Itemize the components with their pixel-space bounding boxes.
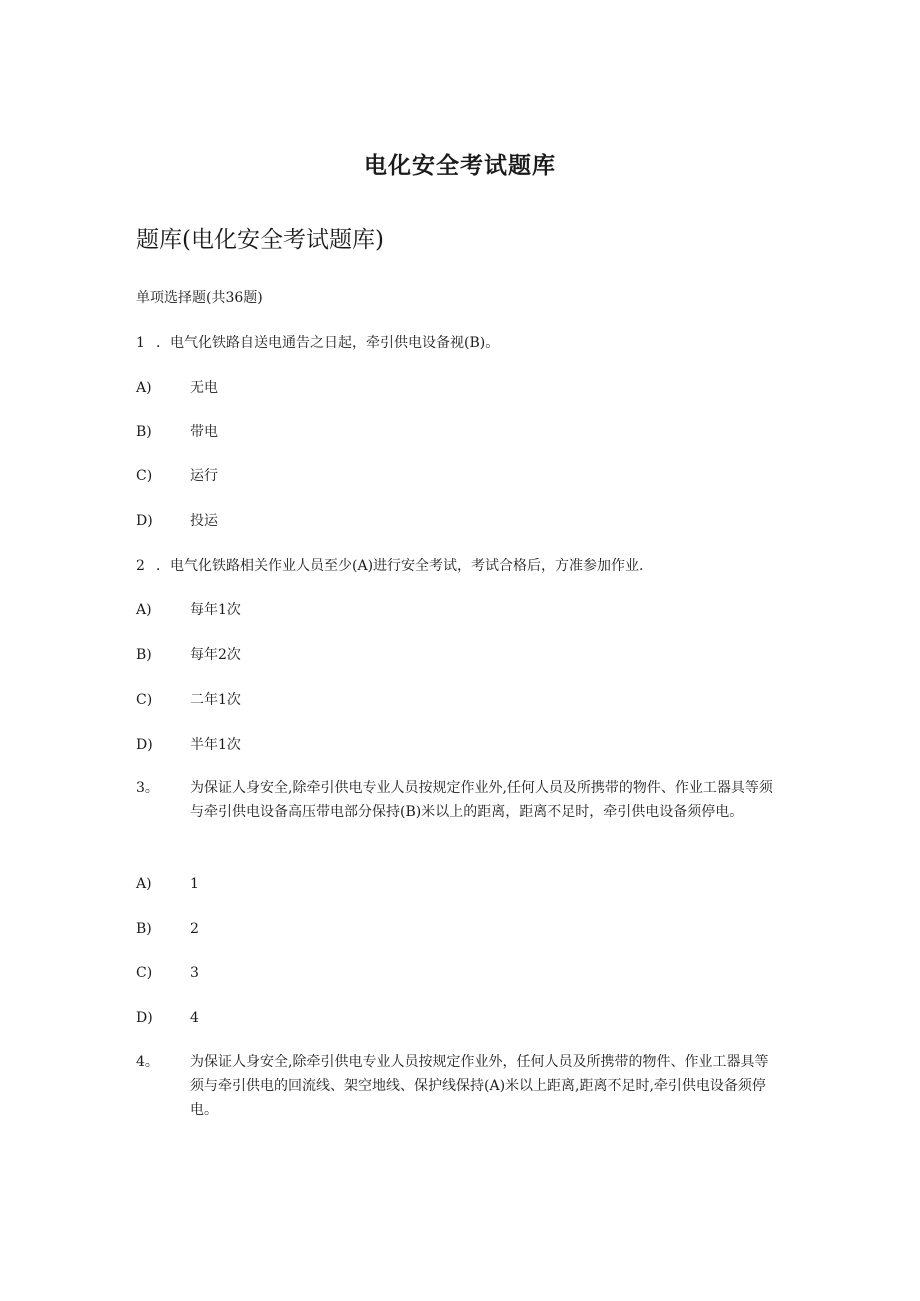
question-text: ．电气化铁路自送电通告之日起，牵引供电设备视(B)。 xyxy=(156,335,500,351)
option-text: 每年2次 xyxy=(190,647,241,663)
option-text: 带电 xyxy=(190,424,218,440)
option-text: 2 xyxy=(190,921,199,937)
option-letter: C) xyxy=(136,692,153,708)
option-letter: D) xyxy=(136,1010,153,1026)
question-number: 2 xyxy=(136,558,145,574)
option-text: 投运 xyxy=(190,513,218,529)
option-text: 二年1次 xyxy=(190,692,241,708)
option-letter: B) xyxy=(136,921,152,937)
option-text: 1 xyxy=(190,876,199,892)
option-text: 3 xyxy=(190,965,199,981)
document-title: 电化安全考试题库 xyxy=(364,152,556,179)
section-title: 题库(电化安全考试题库) xyxy=(136,227,384,253)
option-text: 无电 xyxy=(190,380,218,396)
question-number: 1 xyxy=(136,335,145,351)
option-letter: D) xyxy=(136,737,153,753)
option-letter: B) xyxy=(136,424,152,440)
option-letter: A) xyxy=(136,380,152,396)
option-letter: C) xyxy=(136,468,153,484)
option-text: 运行 xyxy=(190,468,218,484)
option-letter: C) xyxy=(136,965,153,981)
option-letter: D) xyxy=(136,513,153,529)
question-text: 为保证人身安全,除牵引供电专业人员按规定作业外，任何人员及所携带的物件、作业工器具等须与牵引供电的回流线、架空地线、保护线保持(A)米以上距离,距离不足时,牵引供电设备须停电。 xyxy=(190,1054,769,1118)
question-text: 为保证人身安全,除牵引供电专业人员按规定作业外,任何人员及所携带的物件、作业工器具等须与牵引供电设备高压带电部分保持(B)米以上的距离，距离不足时，牵引供电设备须停电。 xyxy=(190,780,773,820)
option-text: 半年1次 xyxy=(190,737,241,753)
option-letter: A) xyxy=(136,602,152,618)
question-number: 4。 xyxy=(136,1054,159,1070)
option-letter: A) xyxy=(136,876,152,892)
question-text: ．电气化铁路相关作业人员至少(A)进行安全考试，考试合格后，方准参加作业. xyxy=(156,558,644,574)
option-letter: B) xyxy=(136,647,152,663)
question-category: 单项选择题(共36题) xyxy=(136,290,263,306)
option-text: 4 xyxy=(190,1010,199,1026)
question-number: 3。 xyxy=(136,780,159,796)
option-text: 每年1次 xyxy=(190,602,241,618)
